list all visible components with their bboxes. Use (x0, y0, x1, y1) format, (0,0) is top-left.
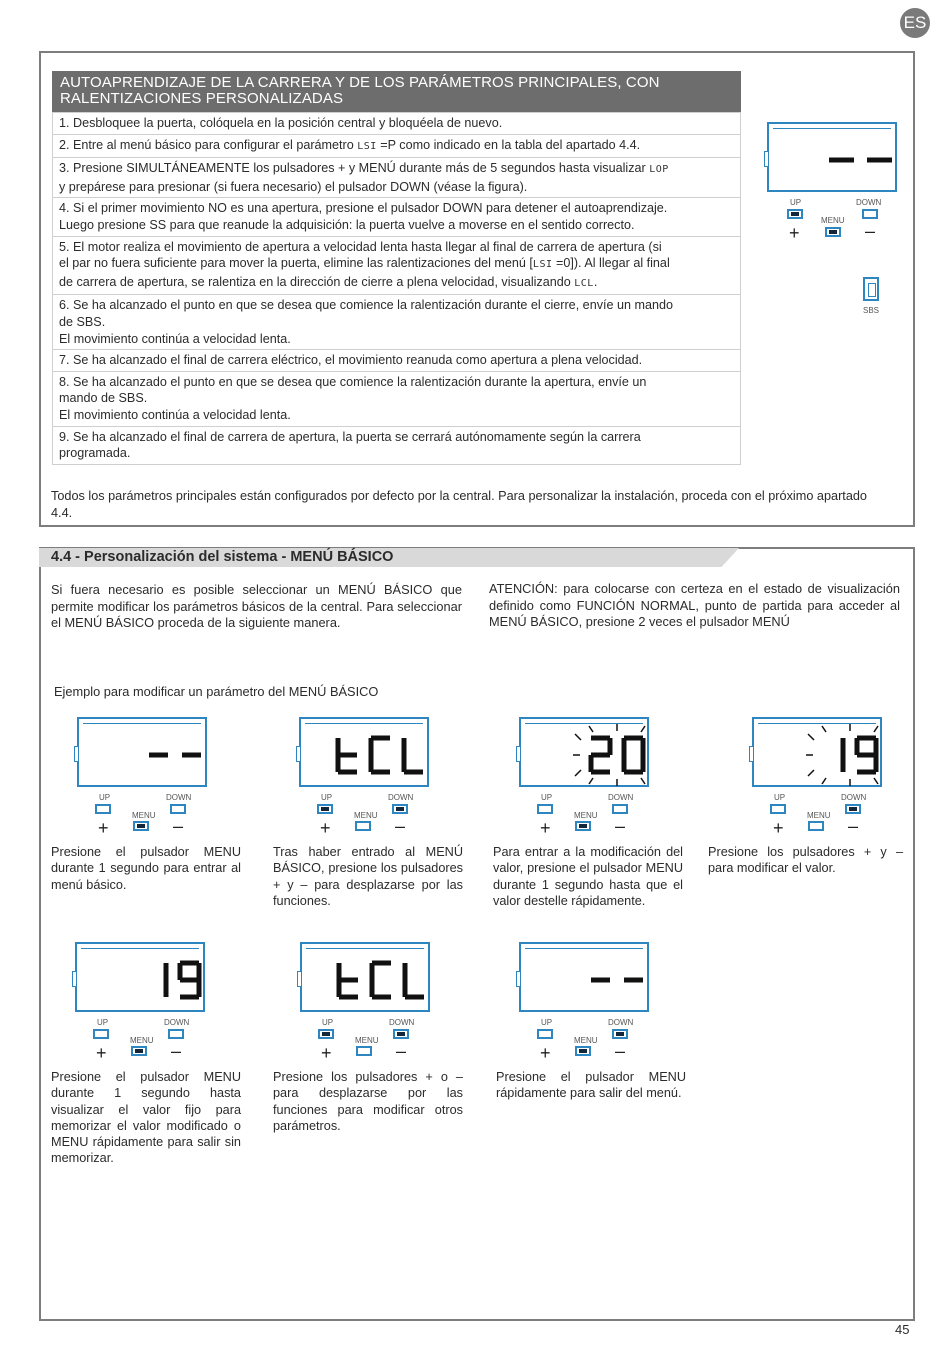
up-button[interactable] (537, 804, 553, 814)
up-button[interactable] (317, 804, 333, 814)
lcd-display (752, 717, 882, 787)
basic-menu-frame (39, 547, 915, 1321)
defaults-note: Todos los parámetros principales están configurados por defecto por la central. Para personalizar la instalación, proceda con el próximo apartado 4.4. (51, 489, 867, 520)
up-label: UP (541, 1018, 553, 1027)
blink-ray (575, 734, 581, 740)
blink-ray (589, 726, 593, 732)
blink-ray (874, 778, 878, 784)
intro-left: Si fuera necesario es posible seleccionar un MENÚ BÁSICO que permite modificar los parámetros básicos de la central. Para seleccionar el MENÚ BÁSICO proceda de la siguiente manera. (51, 582, 462, 630)
menu-button[interactable] (355, 821, 371, 831)
sbs-button[interactable] (863, 277, 879, 301)
menu-button[interactable] (575, 821, 591, 831)
blink-ray (641, 726, 645, 732)
menu-label: MENU (132, 811, 156, 820)
minus-sign: – (615, 1041, 626, 1061)
lcd-display (75, 942, 205, 1012)
procedure-header: AUTOAPRENDIZAJE DE LA CARRERA Y DE LOS PARÁMETROS PRINCIPALES, CON RALENTIZACIONES PERSONALIZADAS (52, 71, 741, 112)
procedure-step: 5. El motor realiza el movimiento de apertura a velocidad lenta hasta llegar al final de carrera de apertura (si el par no fuera suficiente para mover la puerta, elimine las ralentizaciones del menú [LSI =0]). Al llegar al final de carrera de apertura, se ralentiza en la dirección de cierre a plena velocidad, visualizando LCL. (53, 236, 741, 295)
down-button[interactable] (392, 804, 408, 814)
menu-label: MENU (355, 1036, 379, 1045)
up-button[interactable] (537, 1029, 553, 1039)
plus-sign: + (321, 1043, 332, 1063)
display-digits (301, 719, 431, 789)
up-label: UP (99, 793, 111, 802)
procedure-step: 6. Se ha alcanzado el punto en que se desea que comience la ralentización durante el cierre, envíe un mando de SBS. El movimiento continúa a velocidad lenta. (53, 295, 741, 350)
blink-ray (808, 770, 814, 776)
procedure-step: 8. Se ha alcanzado el punto en que se desea que comience la ralentización durante la apertura, envíe un mando de SBS. El movimiento continúa a velocidad lenta. (53, 371, 741, 426)
display-digits (754, 719, 884, 789)
intro-right: ATENCIÓN: para colocarse con certeza en el estado de visualización definido como FUNCIÓN NORMAL, punto de partida para acceder al MENÚ BÁSICO, presione 2 veces el pulsador MENÚ (489, 581, 900, 629)
down-button[interactable] (393, 1029, 409, 1039)
up-label: UP (322, 1018, 334, 1027)
down-button[interactable] (862, 209, 878, 219)
step-caption: Presione el pulsador MENU durante 1 segundo para entrar al menú básico. (51, 845, 241, 892)
menu-button[interactable] (575, 1046, 591, 1056)
blink-ray (575, 770, 581, 776)
down-label: DOWN (608, 1018, 634, 1027)
menu-label: MENU (574, 1036, 598, 1045)
down-label: DOWN (166, 793, 192, 802)
blink-ray (822, 778, 826, 784)
step-caption: Presione el pulsador MENU durante 1 segundo hasta visualizar el valor fijo para memorizar el valor modificado o MENU rápidamente para salir sin memorizar. (51, 1070, 241, 1166)
lcd-display (519, 717, 649, 787)
display-digits (521, 944, 651, 1014)
down-label: DOWN (841, 793, 867, 802)
minus-sign: – (395, 816, 406, 836)
down-label: DOWN (164, 1018, 190, 1027)
procedure-step: 7. Se ha alcanzado el final de carrera eléctrico, el movimiento reanuda como apertura a plena velocidad. (53, 350, 741, 372)
step-caption: Presione los pulsadores + o – para desplazarse por las funciones para modificar otros parámetros. (273, 1070, 463, 1133)
display-digits (521, 719, 651, 789)
example-label: Ejemplo para modificar un parámetro del MENÚ BÁSICO (54, 684, 379, 699)
procedure-step: 9. Se ha alcanzado el final de carrera de apertura, la puerta se cerrará autónomamente según la carrera programada. (53, 426, 741, 464)
procedure-table (52, 112, 741, 465)
minus-sign: – (171, 1041, 182, 1061)
down-button[interactable] (168, 1029, 184, 1039)
plus-sign: + (789, 223, 800, 243)
lcd-display (519, 942, 649, 1012)
menu-label: MENU (807, 811, 831, 820)
lcd-display (300, 942, 430, 1012)
step-caption: Para entrar a la modificación del valor, presione el pulsador MENU durante 1 segundo hasta que el valor destelle rápidamente. (493, 845, 683, 908)
display-digits (79, 719, 209, 789)
blink-ray (589, 778, 593, 784)
plus-sign: + (773, 818, 784, 838)
minus-sign: – (615, 816, 626, 836)
menu-label: MENU (130, 1036, 154, 1045)
plus-sign: + (320, 818, 331, 838)
up-label: UP (541, 793, 553, 802)
down-button[interactable] (845, 804, 861, 814)
blink-ray (822, 726, 826, 732)
lcd-display (299, 717, 429, 787)
menu-label: MENU (574, 811, 598, 820)
lcd-code: LSI (357, 140, 377, 152)
step-caption: Tras haber entrado al MENÚ BÁSICO, presione los pulsadores + y – para desplazarse por las funciones. (273, 845, 463, 908)
blink-ray (808, 734, 814, 740)
lcd-display (77, 717, 207, 787)
procedure-step: 3. Presione SIMULTÁNEAMENTE los pulsadores + y MENÚ durante más de 5 segundos hasta visualizar LOP y prepárese para presionar (si fuera necesario) el pulsador DOWN (véase la figura). (53, 158, 741, 198)
down-label: DOWN (388, 793, 414, 802)
up-button[interactable] (93, 1029, 109, 1039)
up-label: UP (774, 793, 786, 802)
up-button[interactable] (318, 1029, 334, 1039)
procedure-step: 4. Si el primer movimiento NO es una apertura, presione el pulsador DOWN para detener el autoaprendizaje. Luego presione SS para que reanude la adquisición: la puerta vuelve a moverse en el sentido correcto. (53, 198, 741, 236)
menu-button[interactable] (808, 821, 824, 831)
up-button[interactable] (787, 209, 803, 219)
step-caption: Presione el pulsador MENU rápidamente para salir del menú. (496, 1070, 686, 1101)
menu-button[interactable] (356, 1046, 372, 1056)
down-label: DOWN (856, 198, 882, 207)
section-title: 4.4 - Personalización del sistema - MENÚ BÁSICO (51, 549, 394, 565)
procedure-step: 1. Desbloquee la puerta, colóquela en la posición central y bloquéela de nuevo. (53, 113, 741, 135)
language-badge: ES (900, 8, 930, 38)
down-button[interactable] (612, 1029, 628, 1039)
up-label: UP (97, 1018, 109, 1027)
blink-ray (874, 726, 878, 732)
lcd-code: LOP (649, 164, 669, 176)
menu-button[interactable] (825, 227, 841, 237)
plus-sign: + (96, 1043, 107, 1063)
step-caption: Presione los pulsadores + y – para modificar el valor. (708, 845, 903, 876)
menu-button[interactable] (131, 1046, 147, 1056)
up-button[interactable] (95, 804, 111, 814)
sbs-label: SBS (863, 306, 880, 315)
lcd-code: LCL (574, 277, 594, 289)
procedure-step: 2. Entre al menú básico para configurar el parámetro LSI =P como indicado en la tabla del apartado 4.4. (53, 134, 741, 158)
plus-sign: + (540, 1043, 551, 1063)
minus-sign: – (173, 816, 184, 836)
up-label: UP (321, 793, 333, 802)
up-label: UP (790, 198, 802, 207)
down-button[interactable] (170, 804, 186, 814)
minus-sign: – (865, 221, 876, 241)
page-number: 45 (895, 1322, 910, 1337)
menu-label: MENU (354, 811, 378, 820)
display-digits (769, 124, 899, 194)
down-label: DOWN (389, 1018, 415, 1027)
up-button[interactable] (770, 804, 786, 814)
display-digits (77, 944, 207, 1014)
minus-sign: – (848, 816, 859, 836)
plus-sign: + (98, 818, 109, 838)
blink-ray (641, 778, 645, 784)
display-digits (302, 944, 432, 1014)
down-button[interactable] (612, 804, 628, 814)
lcd-code: LSI (532, 259, 553, 271)
menu-label: MENU (821, 216, 845, 225)
down-label: DOWN (608, 793, 634, 802)
menu-button[interactable] (133, 821, 149, 831)
plus-sign: + (540, 818, 551, 838)
lcd-display (767, 122, 897, 192)
minus-sign: – (396, 1041, 407, 1061)
